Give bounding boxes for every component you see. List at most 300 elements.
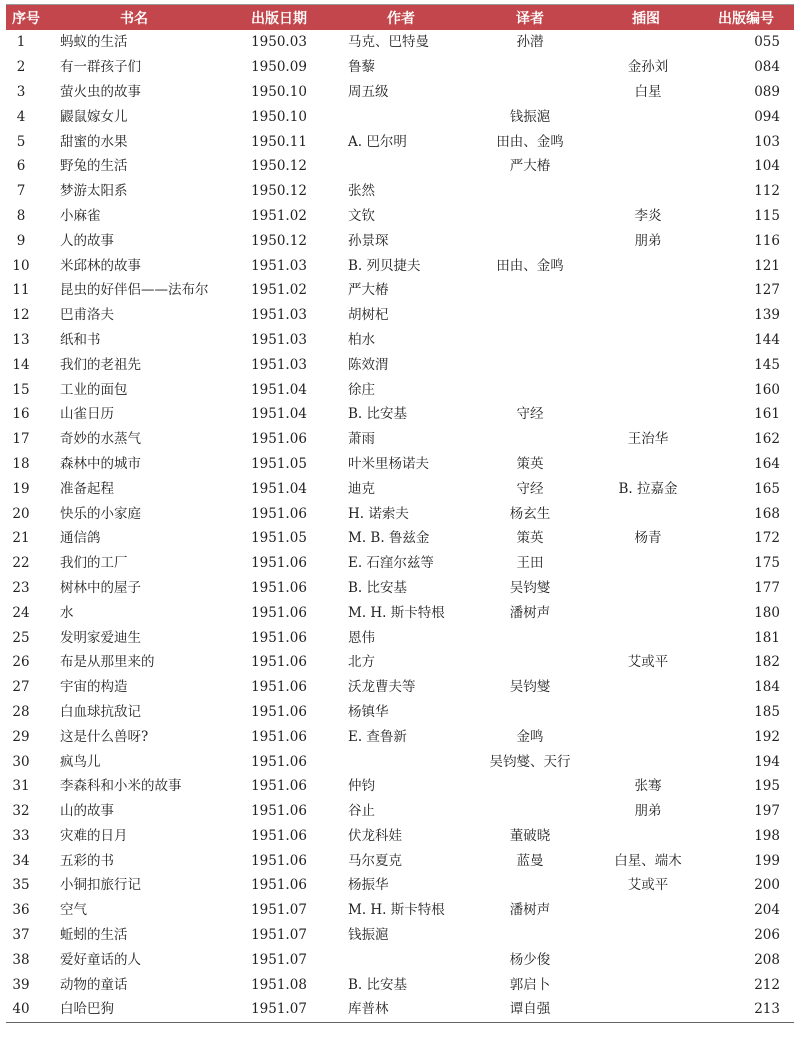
- cell-illustrator: 朋弟: [634, 803, 662, 820]
- cell-translator: 田由、金鸣: [496, 133, 564, 150]
- cell-no: 5: [16, 133, 26, 150]
- table-row: [6, 526, 794, 551]
- cell-author: [336, 154, 466, 179]
- table-body: [6, 30, 794, 1022]
- cell-illustrator: [594, 600, 698, 625]
- cell-title: 通信鸽: [60, 530, 101, 547]
- cell-date: 1951.06: [251, 703, 307, 720]
- cell-author: 杨镇华: [348, 703, 389, 720]
- cell-author: 杨振华: [348, 877, 389, 894]
- cell-title: 李森科和小米的故事: [60, 778, 182, 795]
- cell-illustrator: [594, 898, 698, 923]
- cell-no: 8: [16, 207, 26, 224]
- cell-illustrator: [594, 972, 698, 997]
- cell-author: B. 比安基: [348, 976, 408, 993]
- cell-date: 1951.06: [251, 579, 307, 596]
- cell-illustrator: [594, 675, 698, 700]
- cell-pub-code: 204: [754, 902, 780, 919]
- cell-date: 1951.06: [251, 505, 307, 522]
- cell-translator: 谭自强: [466, 997, 594, 1022]
- cell-illustrator: [594, 179, 698, 204]
- cell-pub-code: 184: [754, 679, 780, 696]
- cell-illustrator: [594, 576, 698, 601]
- table-row: [6, 154, 794, 179]
- cell-author: 马尔夏克: [348, 852, 402, 869]
- cell-date: 1951.03: [251, 331, 307, 348]
- cell-title: 野兔的生活: [60, 158, 128, 175]
- cell-author: 迪克: [348, 480, 375, 497]
- cell-date: 1951.04: [251, 406, 307, 423]
- table-row: [6, 576, 794, 601]
- cell-title: 准备起程: [60, 480, 114, 497]
- cell-title: 宇宙的构造: [60, 679, 128, 696]
- table-row: [6, 625, 794, 650]
- cell-no: 20: [12, 505, 30, 522]
- cell-author: 仲钧: [348, 778, 375, 795]
- cell-date: 1950.03: [251, 34, 307, 51]
- cell-author: E. 石窪尔兹等: [348, 555, 434, 572]
- cell-pub-code: 165: [754, 480, 780, 497]
- cell-author: B. 比安基: [348, 406, 408, 423]
- cell-title: 人的故事: [60, 232, 114, 249]
- cell-translator: [466, 700, 594, 725]
- cell-translator: 杨少俊: [509, 951, 551, 968]
- cell-title: 昆虫的好伴侣——法布尔: [60, 282, 209, 299]
- cell-author: H. 诺索夫: [348, 505, 409, 522]
- table-row: [6, 774, 794, 799]
- table-row: [6, 427, 794, 452]
- cell-title: 山雀日历: [60, 406, 114, 423]
- cell-illustrator: 朋弟: [634, 232, 662, 249]
- cell-date: 1951.04: [251, 480, 307, 497]
- cell-illustrator: 李炎: [634, 207, 662, 224]
- cell-translator: 金鸣: [516, 728, 544, 745]
- table-row: [6, 452, 794, 477]
- cell-title: 森林中的城市: [60, 455, 141, 472]
- table-row: [6, 600, 794, 625]
- table-row: [6, 749, 794, 774]
- cell-illustrator: [594, 278, 698, 303]
- cell-author: 叶米里杨诺夫: [348, 455, 429, 472]
- header-row: [6, 5, 794, 31]
- cell-translator: 吴钧燮: [509, 579, 551, 596]
- table-row: [6, 700, 794, 725]
- table-row: [6, 848, 794, 873]
- table-row: [6, 799, 794, 824]
- cell-translator: [466, 278, 594, 303]
- cell-illustrator: 杨青: [634, 530, 662, 547]
- cell-title: 巴甫洛夫: [60, 307, 114, 324]
- cell-title: 工业的面包: [60, 381, 128, 398]
- cell-title: 树林中的屋子: [60, 579, 141, 596]
- cell-date: 1951.06: [251, 803, 307, 820]
- cell-author: B. 比安基: [348, 579, 408, 596]
- cell-pub-code: 162: [754, 431, 780, 448]
- cell-date: 1951.06: [251, 827, 307, 844]
- table-row: [6, 352, 794, 377]
- cell-author: M. B. 鲁兹金: [348, 530, 430, 547]
- cell-title: 纸和书: [60, 331, 101, 348]
- cell-title: 这是什么兽呀?: [60, 728, 149, 745]
- cell-title: 灾难的日月: [60, 827, 128, 844]
- cell-pub-code: 197: [754, 803, 780, 820]
- cell-illustrator: [594, 377, 698, 402]
- cell-translator: 吴钧燮、天行: [489, 753, 571, 770]
- cell-translator: 吴钧燮: [509, 679, 551, 696]
- cell-date: 1951.06: [251, 679, 307, 696]
- cell-pub-code: 084: [754, 59, 780, 76]
- cell-translator: [466, 774, 594, 799]
- header-pub-code: 出版编号: [698, 5, 794, 31]
- cell-pub-code: 145: [754, 356, 780, 373]
- table-row: [6, 80, 794, 105]
- cell-date: 1950.12: [251, 158, 307, 175]
- cell-date: 1950.11: [251, 133, 307, 150]
- cell-title: 快乐的小家庭: [60, 505, 141, 522]
- cell-no: 2: [16, 59, 26, 76]
- table-row: [6, 650, 794, 675]
- cell-illustrator: 白星: [634, 83, 662, 100]
- cell-date: 1951.04: [251, 381, 307, 398]
- cell-translator: [466, 228, 594, 253]
- cell-no: 19: [12, 480, 30, 497]
- cell-author: 恩伟: [348, 629, 375, 646]
- cell-date: 1951.06: [251, 728, 307, 745]
- cell-title: 奇妙的水蒸气: [60, 431, 141, 448]
- cell-author: 柏水: [348, 331, 375, 348]
- cell-illustrator: 王治华: [627, 431, 669, 448]
- cell-author: E. 查鲁新: [348, 728, 407, 745]
- cell-translator: [466, 55, 594, 80]
- table-row: [6, 947, 794, 972]
- cell-translator: [466, 303, 594, 328]
- table-row: [6, 501, 794, 526]
- cell-author: 张然: [348, 183, 375, 200]
- header-translator: 译者: [466, 5, 594, 31]
- cell-title: 有一群孩子们: [60, 59, 141, 76]
- cell-pub-code: 161: [754, 406, 780, 423]
- cell-pub-code: 089: [754, 83, 780, 100]
- cell-no: 3: [16, 83, 26, 100]
- cell-no: 13: [12, 331, 30, 348]
- header-illustrator: 插图: [594, 5, 698, 31]
- cell-date: 1950.10: [251, 108, 307, 125]
- cell-translator: [466, 80, 594, 105]
- cell-illustrator: [594, 923, 698, 948]
- cell-illustrator: 金孙刘: [627, 59, 669, 76]
- cell-no: 34: [12, 852, 30, 869]
- table-row: [6, 824, 794, 849]
- cell-translator: [466, 923, 594, 948]
- cell-author: M. H. 斯卡特根: [348, 902, 445, 919]
- cell-pub-code: 206: [754, 927, 780, 944]
- cell-illustrator: [594, 402, 698, 427]
- cell-title: 水: [60, 604, 74, 621]
- cell-author: [336, 104, 466, 129]
- cell-translator: 董破晓: [509, 827, 551, 844]
- header-no: 序号: [6, 5, 46, 31]
- cell-date: 1951.06: [251, 877, 307, 894]
- cell-author: 谷止: [348, 803, 375, 820]
- cell-author: 萧雨: [348, 431, 375, 448]
- cell-title: 小麻雀: [60, 207, 101, 224]
- cell-pub-code: 112: [754, 183, 780, 200]
- cell-illustrator: [594, 997, 698, 1022]
- cell-date: 1951.03: [251, 356, 307, 373]
- cell-no: 30: [12, 753, 30, 770]
- cell-title: 梦游太阳系: [60, 183, 128, 200]
- cell-author: 周五级: [348, 83, 389, 100]
- cell-illustrator: [594, 452, 698, 477]
- cell-date: 1950.12: [251, 232, 307, 249]
- cell-pub-code: 195: [754, 778, 780, 795]
- cell-date: 1951.06: [251, 555, 307, 572]
- cell-title: 白血球抗敌记: [60, 703, 141, 720]
- cell-translator: 王田: [516, 555, 544, 572]
- cell-date: 1950.10: [251, 83, 307, 100]
- table-row: [6, 377, 794, 402]
- cell-pub-code: 116: [754, 232, 780, 249]
- cell-author: 鲁藜: [348, 59, 375, 76]
- cell-no: 11: [12, 282, 30, 299]
- table-row: [6, 253, 794, 278]
- cell-title: 爱好童话的人: [60, 951, 141, 968]
- cell-no: 7: [16, 183, 26, 200]
- cell-author: 马克、巴特曼: [348, 34, 429, 51]
- table-row: [6, 55, 794, 80]
- cell-title: 我们的老祖先: [60, 356, 141, 373]
- cell-pub-code: 213: [698, 997, 794, 1022]
- table-row: [6, 997, 794, 1022]
- cell-illustrator: [594, 724, 698, 749]
- cell-illustrator: [594, 352, 698, 377]
- cell-date: 1951.03: [251, 307, 307, 324]
- cell-date: 1951.03: [251, 257, 307, 274]
- table-row: [6, 104, 794, 129]
- cell-translator: [466, 650, 594, 675]
- cell-translator: 田由、金鸣: [496, 257, 564, 274]
- table-row: [6, 675, 794, 700]
- cell-pub-code: 185: [754, 703, 780, 720]
- cell-author: 文钦: [348, 207, 375, 224]
- cell-no: 17: [12, 431, 30, 448]
- cell-translator: 策英: [516, 530, 544, 547]
- cell-no: 4: [16, 108, 26, 125]
- cell-illustrator: B. 拉嘉金: [618, 480, 678, 497]
- table-row: [6, 204, 794, 229]
- cell-pub-code: 164: [754, 455, 780, 472]
- cell-author: 伏龙科娃: [348, 827, 402, 844]
- cell-pub-code: 175: [754, 555, 780, 572]
- cell-title: 疯鸟儿: [60, 753, 101, 770]
- book-catalog-table: [6, 4, 794, 1023]
- cell-translator: 孙潜: [516, 34, 544, 51]
- cell-no: 10: [12, 257, 30, 274]
- cell-date: 1951.06: [251, 431, 307, 448]
- cell-no: 31: [12, 778, 30, 795]
- cell-illustrator: [594, 303, 698, 328]
- table-row: [6, 278, 794, 303]
- cell-no: 33: [12, 827, 30, 844]
- cell-title: 发明家爱迪生: [60, 629, 141, 646]
- cell-pub-code: 194: [754, 753, 780, 770]
- cell-translator: 守经: [516, 480, 544, 497]
- cell-pub-code: 181: [754, 629, 780, 646]
- cell-author: 北方: [348, 654, 375, 671]
- cell-title: 小铜扣旅行记: [60, 877, 141, 894]
- cell-date: 1951.06: [251, 778, 307, 795]
- cell-translator: [466, 427, 594, 452]
- cell-date: 1951.05: [251, 530, 307, 547]
- cell-illustrator: [594, 501, 698, 526]
- cell-pub-code: 172: [754, 530, 780, 547]
- cell-illustrator: [594, 625, 698, 650]
- cell-no: 6: [16, 158, 26, 175]
- header-author: 作者: [336, 5, 466, 31]
- cell-no: 35: [12, 877, 30, 894]
- cell-translator: [466, 352, 594, 377]
- cell-translator: 潘树声: [509, 902, 551, 919]
- cell-pub-code: 144: [754, 331, 780, 348]
- cell-pub-code: 212: [754, 976, 780, 993]
- cell-no: 26: [12, 654, 30, 671]
- table-row: [6, 402, 794, 427]
- cell-author: 库普林: [336, 997, 466, 1022]
- cell-author: 胡树杞: [348, 307, 389, 324]
- cell-no: 25: [12, 629, 30, 646]
- cell-no: 9: [16, 232, 26, 249]
- cell-date: 1951.07: [251, 902, 307, 919]
- table-row: [6, 873, 794, 898]
- cell-translator: [466, 799, 594, 824]
- table-row: [6, 303, 794, 328]
- cell-translator: 杨玄生: [509, 505, 551, 522]
- header-date: 出版日期: [222, 5, 336, 31]
- cell-translator: [466, 204, 594, 229]
- table-row: [6, 179, 794, 204]
- cell-author: 钱振滬: [348, 927, 389, 944]
- cell-no: 23: [12, 579, 30, 596]
- table-row: [6, 228, 794, 253]
- cell-pub-code: 115: [754, 207, 780, 224]
- cell-illustrator: [594, 749, 698, 774]
- cell-no: 18: [12, 455, 30, 472]
- cell-author: A. 巴尔明: [348, 133, 407, 150]
- cell-translator: 守经: [516, 406, 544, 423]
- cell-title: 我们的工厂: [60, 555, 128, 572]
- cell-title: 蚂蚁的生活: [60, 34, 128, 51]
- cell-title: 布是从那里来的: [60, 654, 155, 671]
- cell-translator: [466, 179, 594, 204]
- cell-no: 27: [12, 679, 30, 696]
- cell-translator: 郭启卜: [509, 976, 551, 993]
- cell-no: 28: [12, 703, 30, 720]
- cell-no: 37: [12, 927, 30, 944]
- table-row: [6, 30, 794, 55]
- cell-title: 萤火虫的故事: [60, 83, 141, 100]
- cell-translator: 严大椿: [509, 158, 551, 175]
- cell-date: 1951.05: [251, 455, 307, 472]
- cell-no: 32: [12, 803, 30, 820]
- cell-illustrator: [594, 551, 698, 576]
- cell-translator: [466, 873, 594, 898]
- cell-author: 沃龙曹夫等: [348, 679, 416, 696]
- cell-pub-code: 094: [754, 108, 780, 125]
- cell-no: 16: [12, 406, 30, 423]
- cell-pub-code: 121: [754, 257, 780, 274]
- cell-illustrator: [594, 824, 698, 849]
- cell-translator: [466, 377, 594, 402]
- cell-title: 甜蜜的水果: [60, 133, 128, 150]
- cell-title: 白哈巴狗: [46, 997, 222, 1022]
- cell-no: 22: [12, 555, 30, 572]
- cell-title: 蚯蚓的生活: [60, 927, 128, 944]
- cell-pub-code: 139: [754, 307, 780, 324]
- cell-illustrator: 艾或平: [627, 654, 669, 671]
- cell-illustrator: [594, 30, 698, 55]
- cell-date: 1951.02: [251, 207, 307, 224]
- cell-illustrator: 艾或平: [627, 877, 669, 894]
- cell-date: 1951.08: [251, 976, 307, 993]
- table-row: [6, 328, 794, 353]
- table-row: [6, 972, 794, 997]
- header-title: 书名: [46, 5, 222, 31]
- table-row: [6, 551, 794, 576]
- cell-no: 39: [12, 976, 30, 993]
- cell-pub-code: 192: [754, 728, 780, 745]
- cell-no: 15: [12, 381, 30, 398]
- cell-date: 1951.07: [222, 997, 336, 1022]
- cell-no: 24: [12, 604, 30, 621]
- cell-date: 1950.09: [251, 59, 307, 76]
- cell-translator: [466, 328, 594, 353]
- cell-pub-code: 199: [754, 852, 780, 869]
- cell-illustrator: 白星、端木: [614, 852, 682, 869]
- cell-date: 1951.02: [251, 282, 307, 299]
- table-row: [6, 476, 794, 501]
- cell-illustrator: [594, 129, 698, 154]
- cell-date: 1951.06: [251, 753, 307, 770]
- cell-date: 1951.06: [251, 604, 307, 621]
- cell-illustrator: [594, 104, 698, 129]
- table-row: [6, 724, 794, 749]
- table-row: [6, 898, 794, 923]
- cell-date: 1951.06: [251, 852, 307, 869]
- cell-pub-code: 198: [754, 827, 780, 844]
- cell-illustrator: [594, 253, 698, 278]
- cell-no: 40: [6, 997, 46, 1022]
- cell-no: 38: [12, 951, 30, 968]
- cell-date: 1951.07: [251, 951, 307, 968]
- cell-pub-code: 168: [754, 505, 780, 522]
- cell-pub-code: 177: [754, 579, 780, 596]
- cell-illustrator: 张骞: [634, 778, 662, 795]
- cell-author: [336, 947, 466, 972]
- cell-illustrator: [594, 328, 698, 353]
- cell-date: 1950.12: [251, 183, 307, 200]
- cell-author: M. H. 斯卡特根: [348, 604, 445, 621]
- cell-no: 21: [12, 530, 30, 547]
- cell-author: B. 列贝捷夫: [348, 257, 421, 274]
- table-row: [6, 923, 794, 948]
- cell-title: 鼹鼠嫁女儿: [60, 108, 128, 125]
- cell-translator: 策英: [516, 455, 544, 472]
- cell-no: 14: [12, 356, 30, 373]
- cell-pub-code: 127: [754, 282, 780, 299]
- cell-pub-code: 208: [754, 951, 780, 968]
- cell-illustrator: [594, 700, 698, 725]
- cell-author: 陈效渭: [348, 356, 389, 373]
